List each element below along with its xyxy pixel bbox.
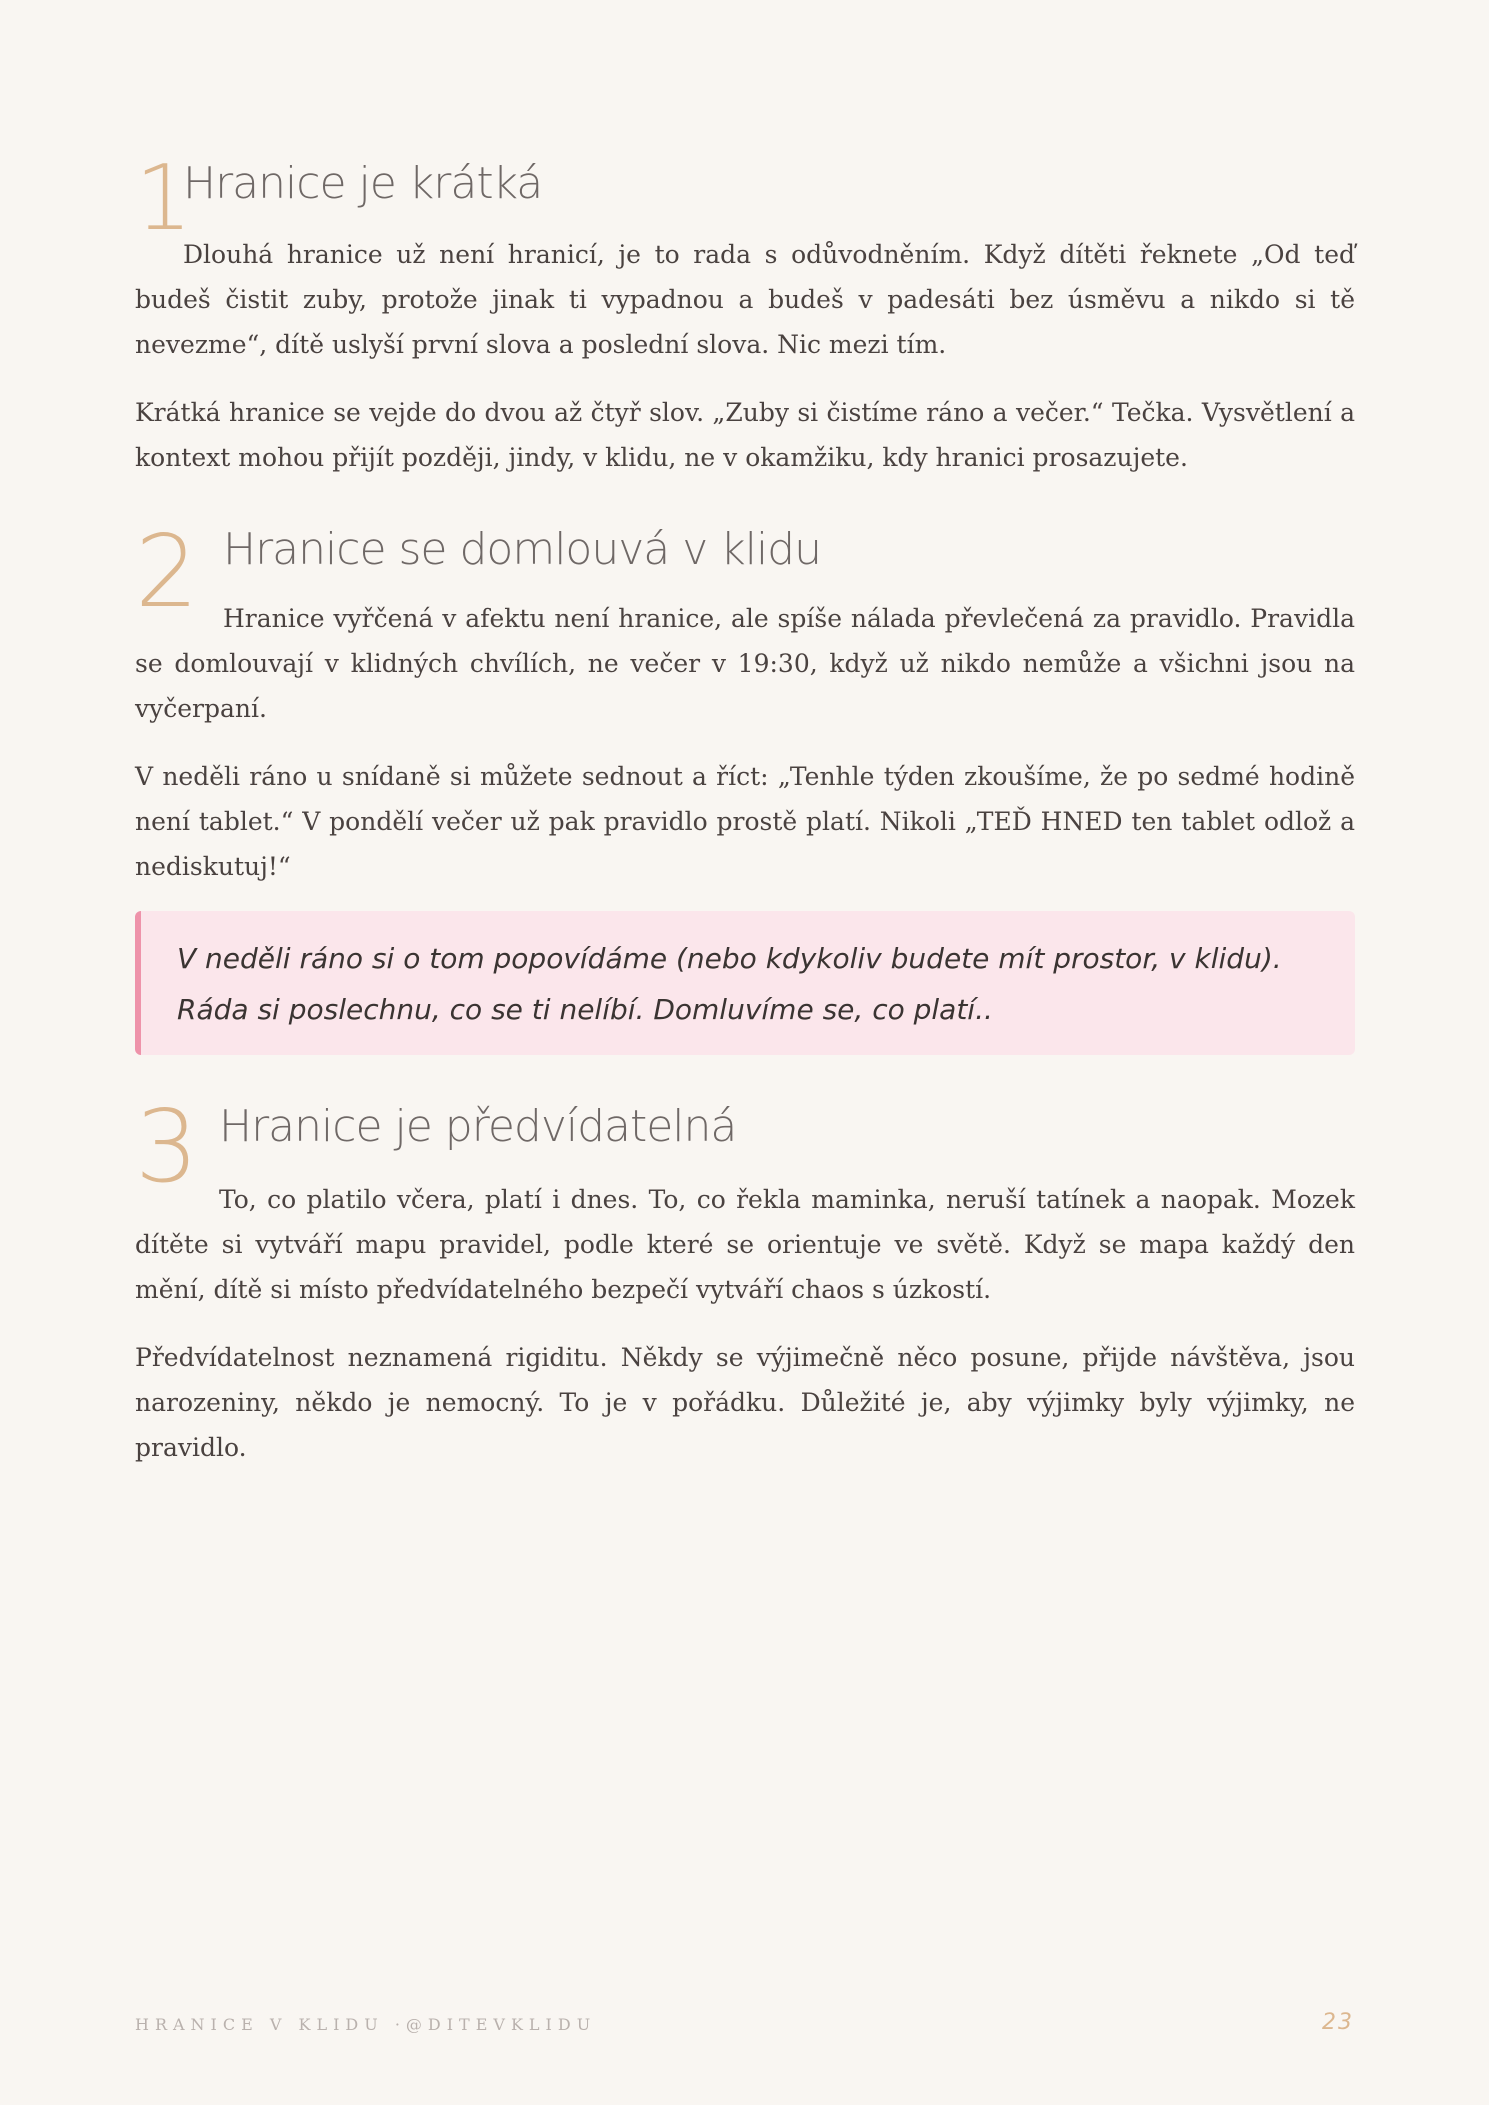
section-title: Hranice se domlouvá v klidu <box>223 524 821 575</box>
paragraph: To, co platilo včera, platí i dnes. To, co řekla maminka, neruší tatínek a naopak. Mozek dítěte si vytváří mapu pravidel, podle které se orientuje ve světě. Když se mapa každý den mění, dítě si místo předvídatelného bezpečí vytváří chaos s úzkostí. <box>135 1185 1355 1304</box>
paragraph: Předvídatelnost neznamená rigiditu. Někdy se výjimečně něco posune, přijde návštěva, jsou narozeniny, někdo je nemocný. To je v pořádku. Důležité je, aby výjimky byly výjimky, ne pravidlo. <box>135 1343 1355 1462</box>
footer-title: HRANICE V KLIDU ·@DITEVKLIDU <box>135 2015 597 2034</box>
paragraph: Dlouhá hranice už není hranicí, je to rada s odůvodněním. Když dítěti řeknete „Od teď budeš čistit zuby, protože jinak ti vypadnou a budeš v padesáti bez úsměvu a nikdo si tě nevezme“, dítě uslyší první slova a poslední slova. Nic mezi tím. <box>135 240 1355 359</box>
paragraph: V neděli ráno u snídaně si můžete sednout a říct: „Tenhle týden zkoušíme, že po sedmé hodině není tablet.“ V pondělí večer už pak pravidlo prostě platí. Nikoli „TEĎ HNED ten tablet odlož a nediskutuj!“ <box>135 762 1355 881</box>
section-heading <box>135 146 1355 251</box>
paragraph: Krátká hranice se vejde do dvou až čtyř slov. „Zuby si čistíme ráno a večer.“ Tečka. Vysvětlení a kontext mohou přijít později, jindy, v klidu, ne v okamžiku, kdy hranici prosazujete. <box>135 398 1355 472</box>
page-content <box>135 146 1355 1470</box>
section-title: Hranice je předvídatelná <box>219 1101 737 1152</box>
section-title: Hranice je krátká <box>183 158 543 209</box>
section-number: 1 <box>135 146 191 251</box>
section-1 <box>135 146 1355 480</box>
section-number: 3 <box>135 1088 197 1205</box>
section-heading <box>135 513 1355 630</box>
section-3 <box>135 1088 1355 1470</box>
section-2 <box>135 513 1355 1055</box>
section-number: 2 <box>135 513 197 630</box>
page-number: 23 <box>1322 2010 1354 2035</box>
callout-text: V neděli ráno si o tom popovídáme (nebo kdykoliv budete mít prostor, v klidu). Ráda si poslechnu, co se ti nelíbí. Domluvíme se, co platí.. <box>177 942 1282 1026</box>
quote-callout <box>135 911 1355 1055</box>
section-heading <box>135 1088 1355 1205</box>
paragraph: Hranice vyřčená v afektu není hranice, ale spíše nálada převlečená za pravidlo. Pravidla se domlouvají v klidných chvílích, ne večer v 19:30, když už nikdo nemůže a všichni jsou na vyčerpaní. <box>135 604 1355 723</box>
